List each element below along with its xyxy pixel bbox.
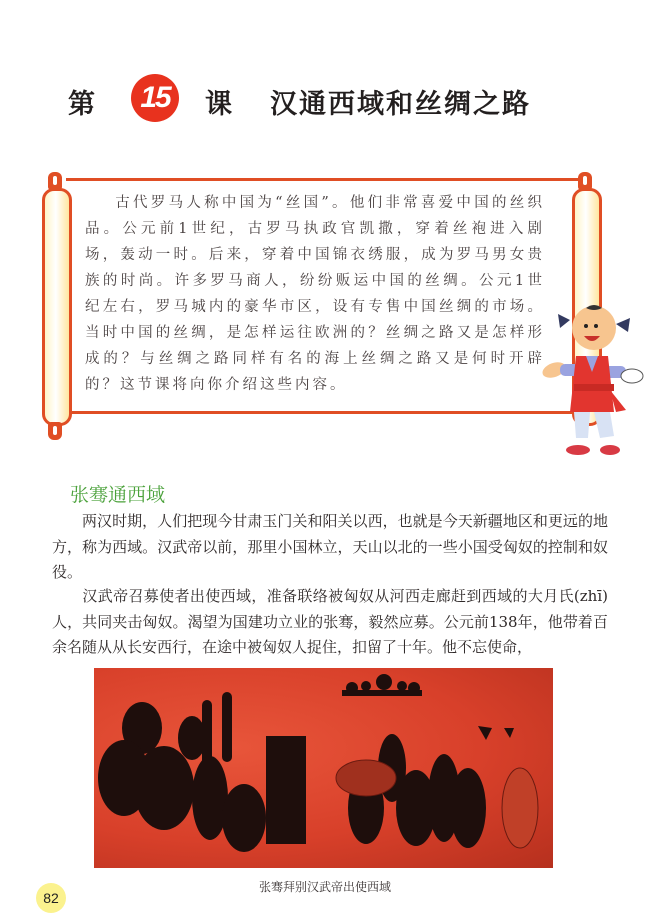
- page-number: 82: [43, 890, 59, 906]
- scroll-knob-bottom-left-icon: [48, 422, 62, 440]
- lesson-prefix: 第: [68, 89, 95, 120]
- paragraph-1-text: 两汉时期，人们把现今甘肃玉门关和阳关以西，也就是今天新疆地区和更远的地方，称为西域。汉武帝以前，那里小国林立，天山以北的一些小国受匈奴的控制和奴役。: [52, 512, 608, 581]
- intro-text: [85, 190, 545, 398]
- lesson-suffix: 课: [205, 89, 232, 120]
- paragraph-1: [52, 509, 608, 586]
- lesson-title: [0, 72, 650, 122]
- lesson-number-badge: [131, 74, 179, 122]
- page-number-badge: [36, 883, 66, 913]
- lesson-number: 15: [140, 81, 170, 114]
- scroll-knob-top-left-icon: [48, 172, 62, 190]
- paragraph-2-text: 汉武帝召募使者出使西域，准备联络被匈奴从河西走廊赶到西域的大月氏(zhī)人，共同夹击匈奴。渴望为国建功立业的张骞，毅然应募。公元前138年，他带着百余名随从从长安西行，在途中被匈奴人捉住，扣留了十年。他不忘使命，: [52, 587, 608, 656]
- paragraph-2: [52, 584, 608, 661]
- scroll-knob-top-right-icon: [578, 172, 592, 190]
- mural-figure: [94, 668, 553, 868]
- scroll-rod-left-icon: [42, 188, 72, 426]
- lesson-name: 汉通西域和丝绸之路: [270, 89, 531, 120]
- figure-caption: 张骞拜别汉武帝出使西域: [258, 880, 391, 894]
- cartoon-child-icon: [530, 290, 648, 462]
- section-heading: 张骞通西域: [70, 484, 166, 506]
- mural-painting-icon: [94, 668, 553, 868]
- intro-text-content: 古代罗马人称中国为“丝国”。他们非常喜爱中国的丝织品。公元前1世纪，古罗马执政官凯撒，穿着丝袍进入剧场，轰动一时。后来，穿着中国锦衣绣服，成为罗马男女贵族的时尚。许多罗马商人，纷纷贩运中国的丝绸。公元1世纪左右，罗马城内的豪华市区，设有专售中国丝绸的市场。当时中国的丝绸，是怎样运往欧洲的？丝绸之路又是怎样形成的？与丝绸之路同样有名的海上丝绸之路又是何时开辟的？这节课将向你介绍这些内容。: [85, 195, 545, 393]
